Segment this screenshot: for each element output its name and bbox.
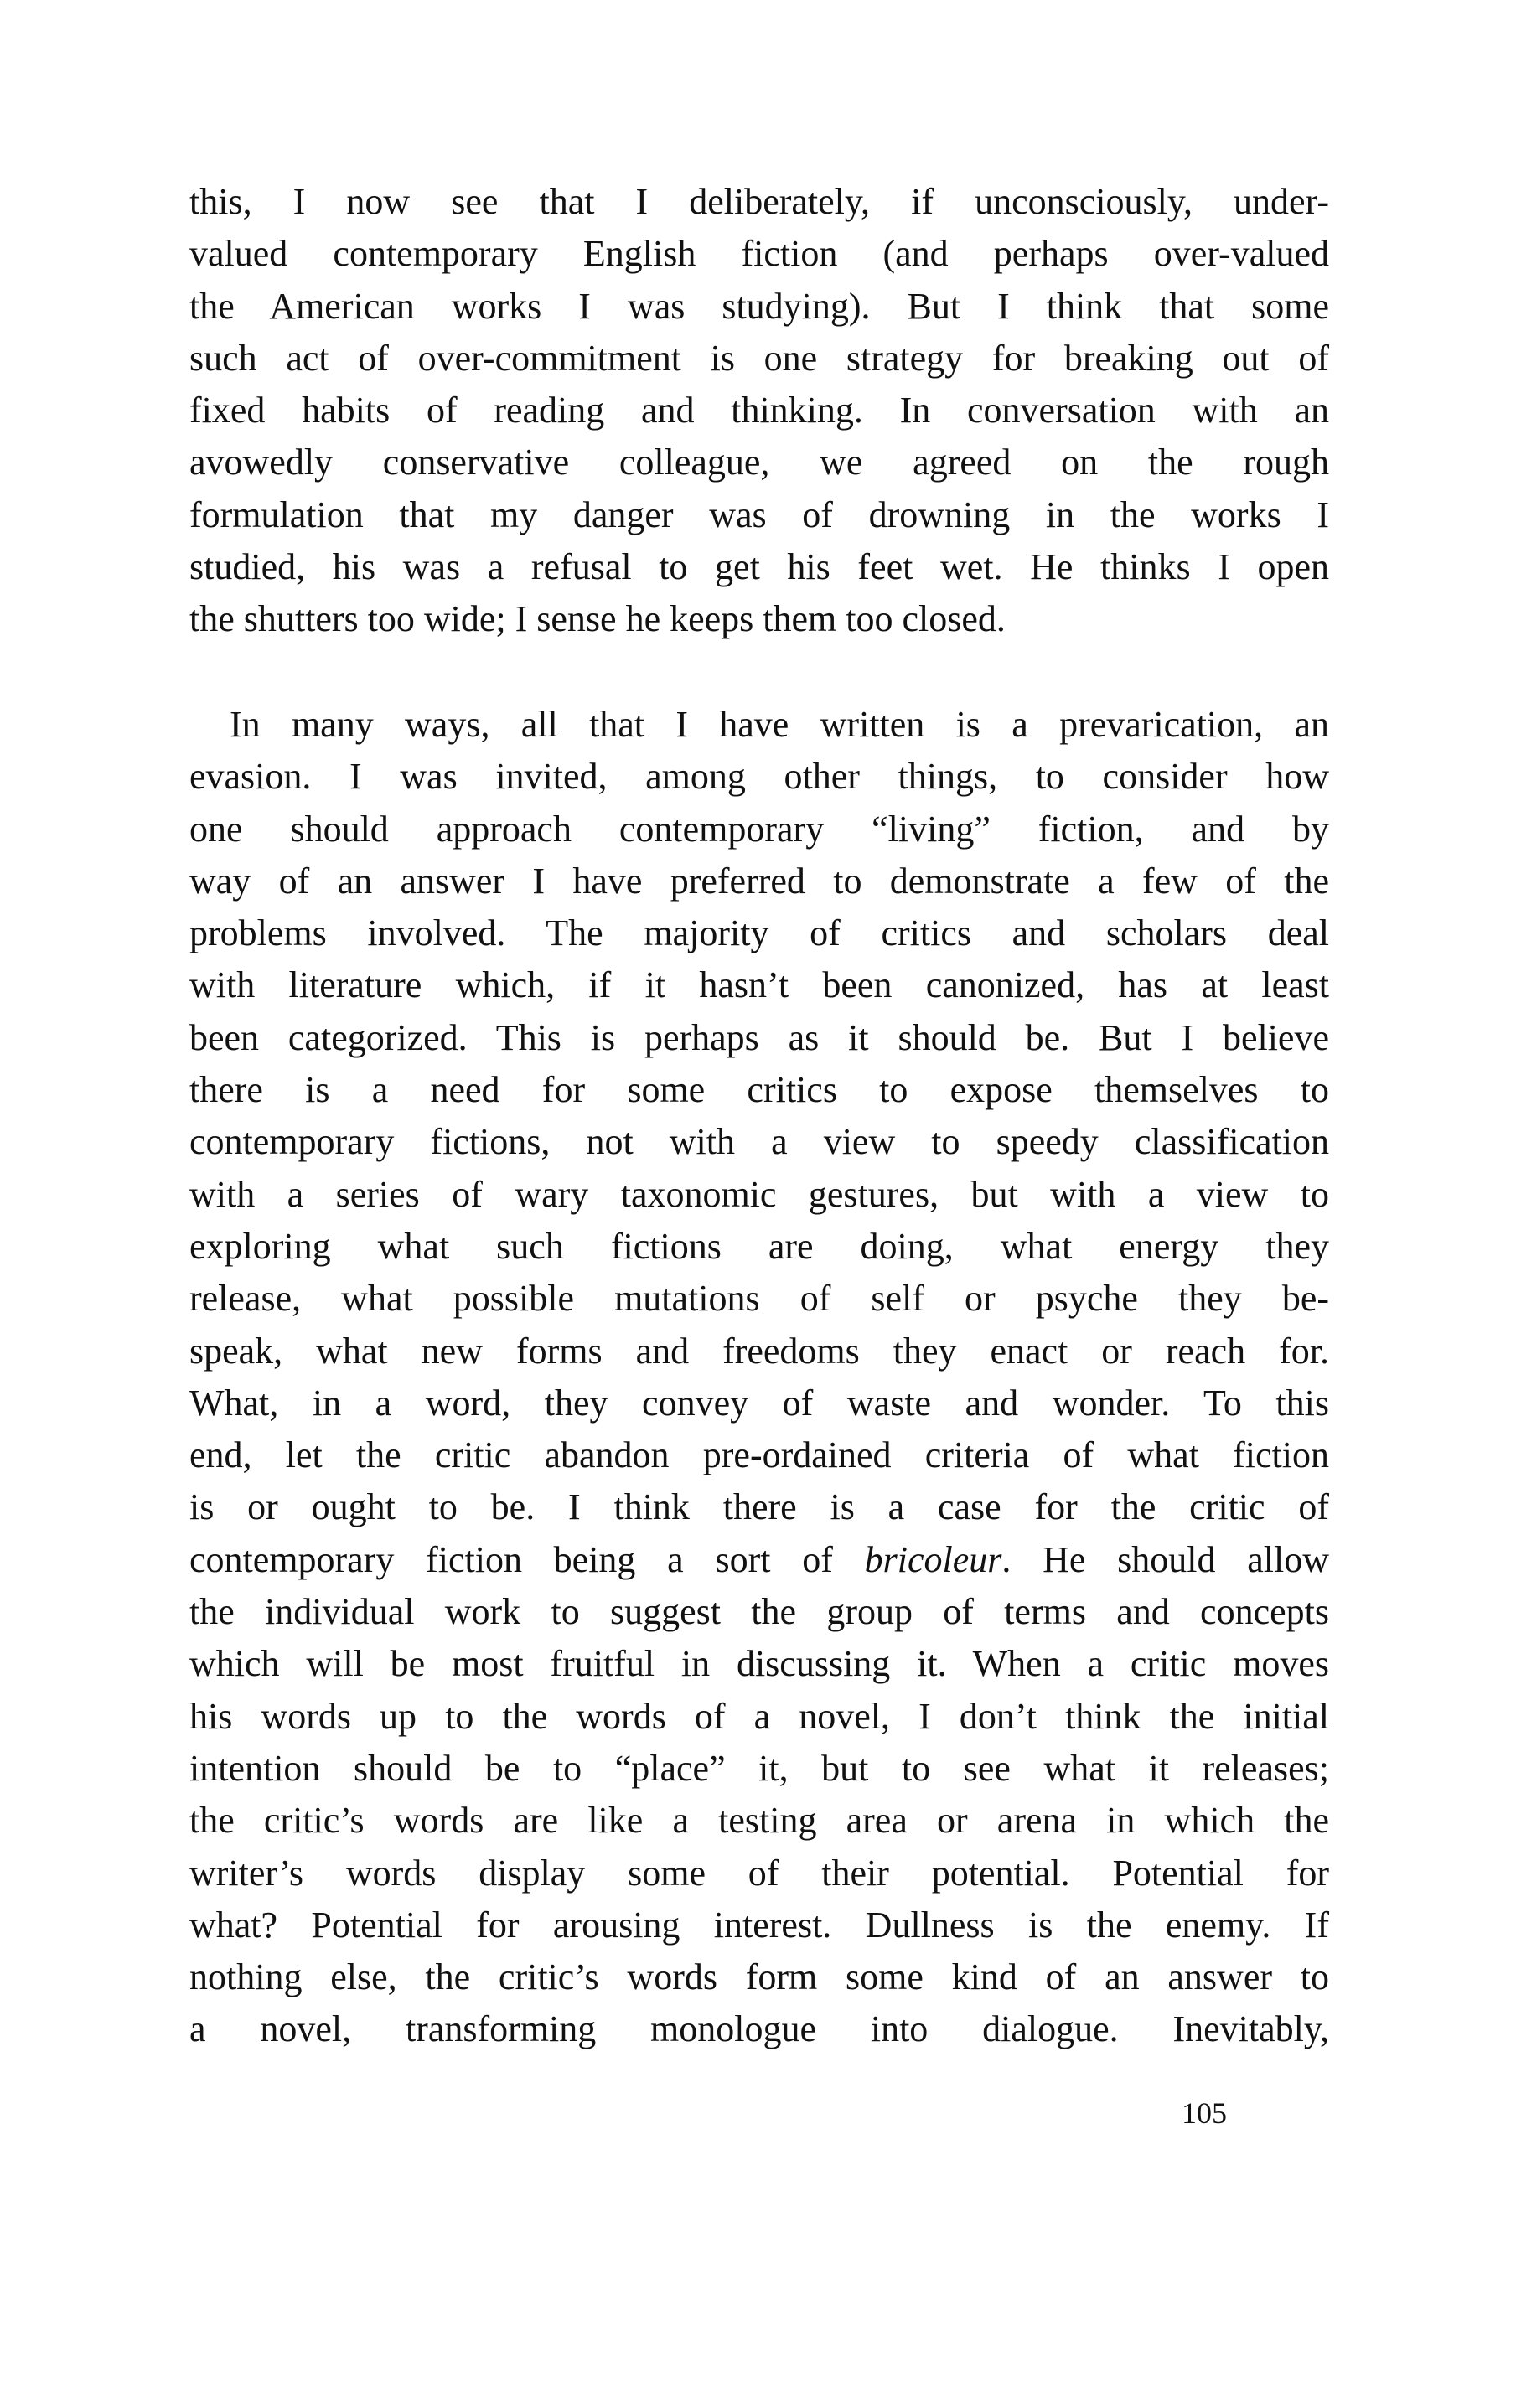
text-line: this, I now see that I deliberately, if unconsciously, under-: [189, 181, 1329, 222]
text-fragment: contemporary fiction being a sort of: [189, 1538, 833, 1580]
text-line: evasion. I was invited, among other things, to consider how: [189, 756, 1329, 798]
text-line: which will be most fruitful in discussing it. When a critic moves: [189, 1643, 1329, 1685]
page-number: 105: [1182, 2096, 1227, 2130]
text-line-with-italic: [189, 1534, 1329, 1586]
text-line: the individual work to suggest the group of terms and concepts: [189, 1591, 1329, 1633]
text-line: problems involved. The majority of critics and scholars deal: [189, 912, 1329, 954]
text-line: with literature which, if it hasn’t been canonized, has at least: [189, 964, 1329, 1006]
text-line: fixed habits of reading and thinking. In conversation with an: [189, 390, 1329, 431]
text-line: intention should be to “place” it, but to see what it releases;: [189, 1747, 1329, 1789]
paragraph-1: [189, 176, 1329, 646]
text-line: way of an answer I have preferred to demonstrate a few of the: [189, 860, 1329, 902]
text-line: there is a need for some critics to expose themselves to: [189, 1069, 1329, 1111]
text-line: with a series of wary taxonomic gestures, but with a view to: [189, 1173, 1329, 1215]
text-line: formulation that my danger was of drowning in the works I: [189, 493, 1329, 535]
text-line: his words up to the words of a novel, I don’t think the initial: [189, 1695, 1329, 1737]
text-line: is or ought to be. I think there is a case for the critic of: [189, 1486, 1329, 1528]
text-line: studied, his was a refusal to get his feet wet. He thinks I open: [189, 546, 1329, 588]
text-line: the shutters too wide; I sense he keeps them too closed.: [189, 598, 1006, 640]
text-line: contemporary fictions, not with a view to speedy classification: [189, 1121, 1329, 1163]
text-line: what? Potential for arousing interest. Dullness is the enemy. If: [189, 1904, 1329, 1946]
text-line: writer’s words display some of their potential. Potential for: [189, 1852, 1329, 1894]
text-line: a novel, transforming monologue into dialogue. Inevitably,: [189, 2008, 1329, 2050]
text-line: exploring what such fictions are doing, what energy they: [189, 1225, 1329, 1267]
text-line: end, let the critic abandon pre-ordained criteria of what fiction: [189, 1434, 1329, 1476]
italic-term: bricoleur: [864, 1538, 1002, 1580]
text-line: In many ways, all that I have written is a prevarication, an: [230, 704, 1329, 745]
text-line: such act of over-commitment is one strategy for breaking out of: [189, 337, 1329, 379]
paragraph-2: [189, 699, 1329, 2056]
text-line: avowedly conservative colleague, we agreed on the rough: [189, 442, 1329, 483]
text-line: the critic’s words are like a testing area or arena in which the: [189, 1800, 1329, 1842]
text-line: nothing else, the critic’s words form some kind of an answer to: [189, 1956, 1329, 1998]
text-line: speak, what new forms and freedoms they enact or reach for.: [189, 1330, 1329, 1372]
text-line: What, in a word, they convey of waste and wonder. To this: [189, 1382, 1329, 1424]
text-line: release, what possible mutations of self or psyche they be-: [189, 1278, 1329, 1320]
text-line: one should approach contemporary “living” fiction, and by: [189, 808, 1329, 850]
text-line: been categorized. This is perhaps as it should be. But I believe: [189, 1016, 1329, 1058]
text-line: valued contemporary English fiction (and perhaps over-valued: [189, 233, 1329, 275]
text-fragment: . He should allow: [1001, 1538, 1330, 1580]
text-line: the American works I was studying). But I think that some: [189, 285, 1329, 327]
